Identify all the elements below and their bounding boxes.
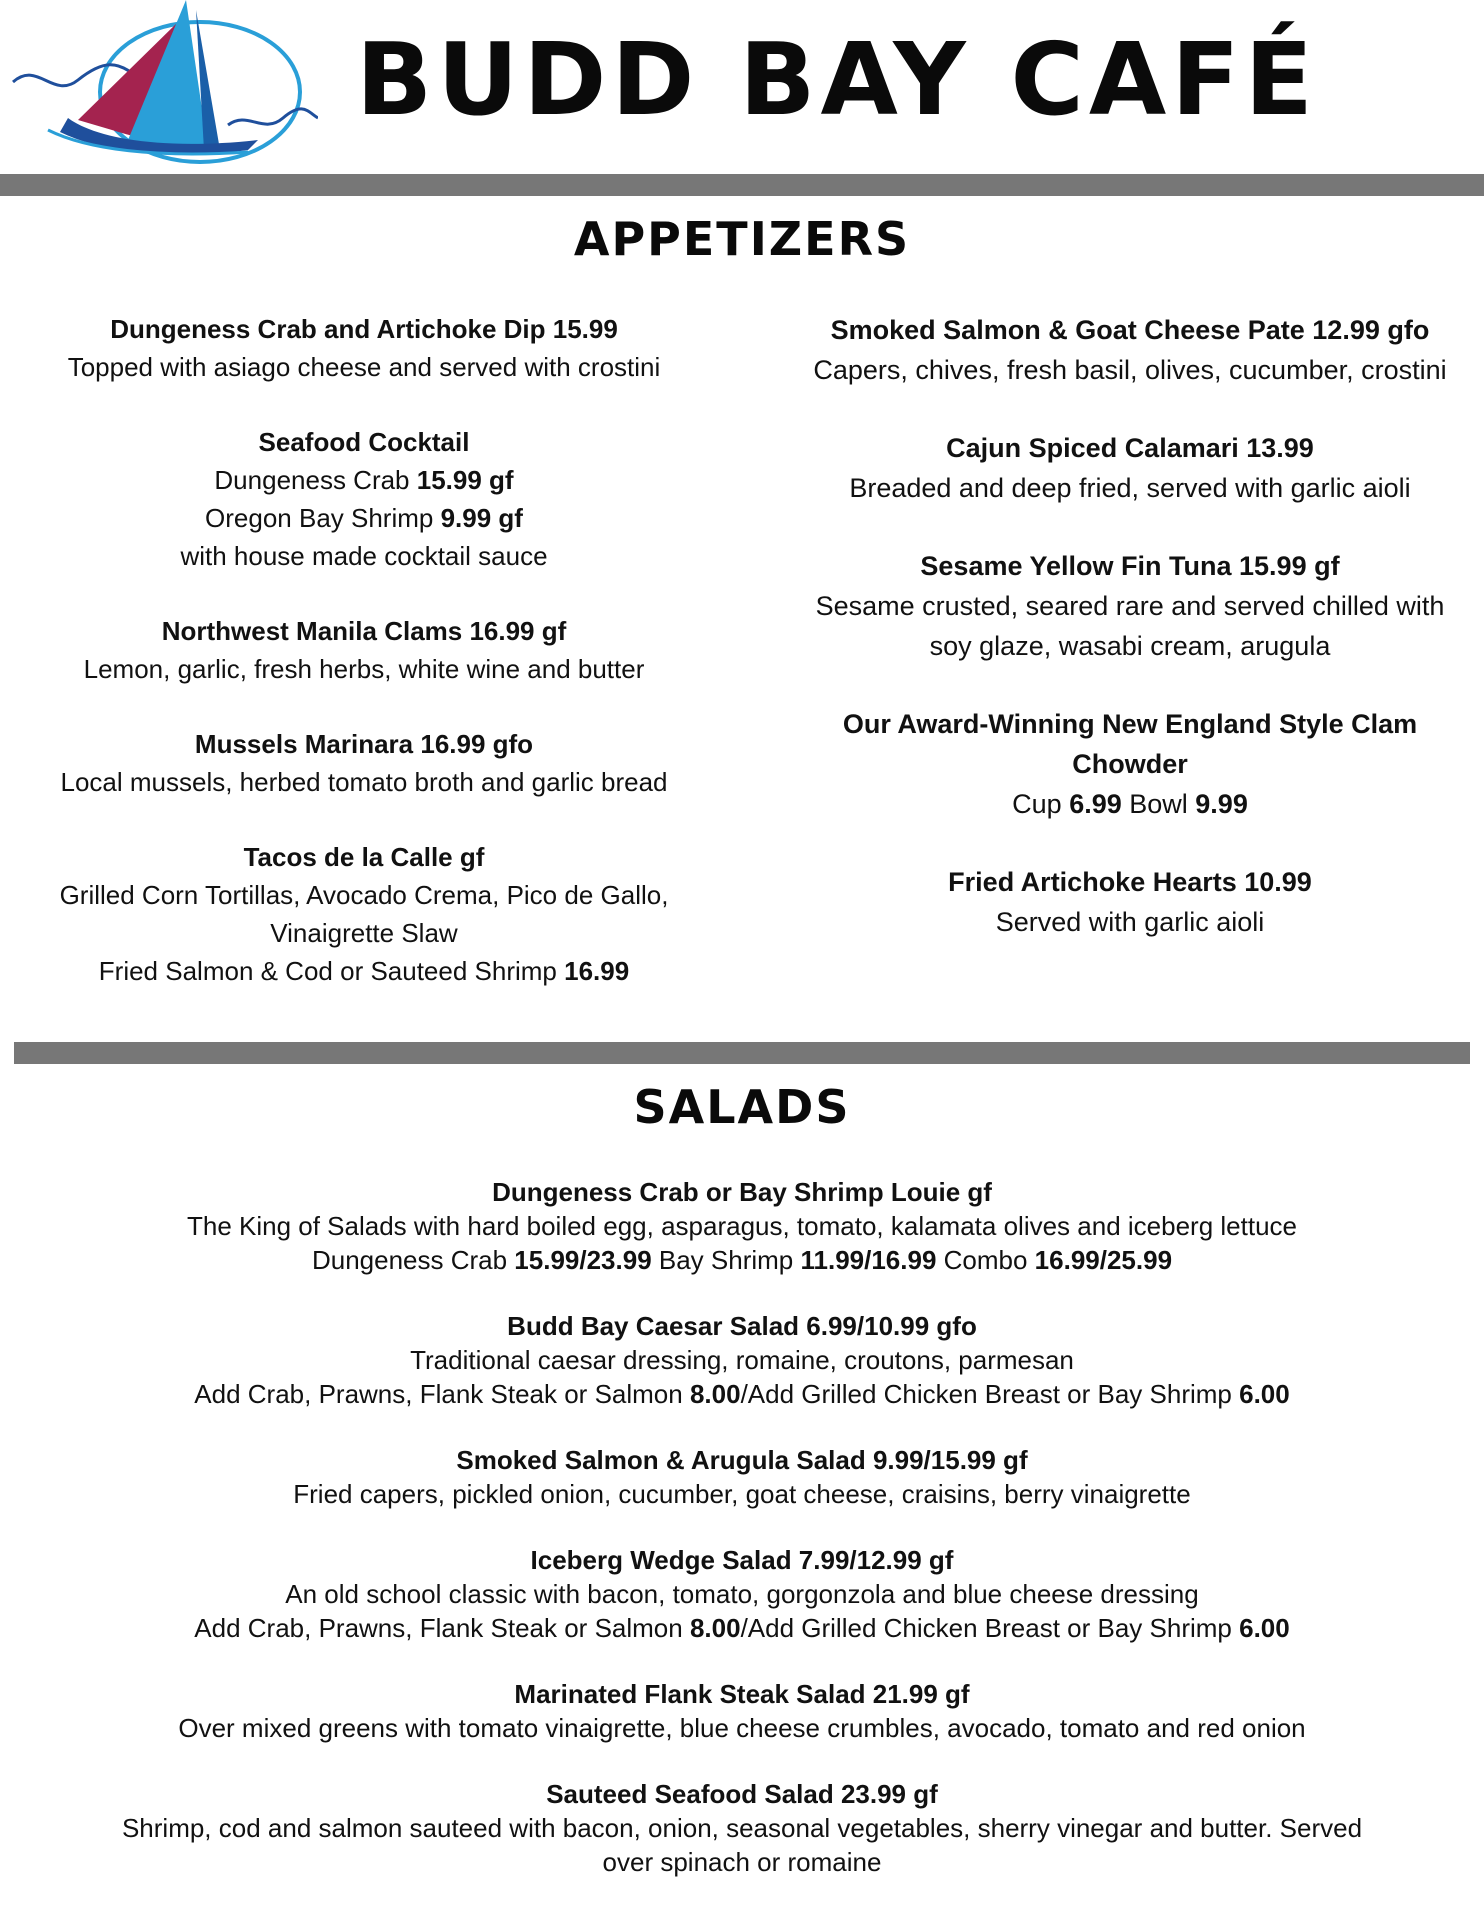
menu-item-artichoke-hearts bbox=[790, 862, 1470, 942]
menu-item-calamari bbox=[790, 428, 1470, 508]
item-name: Marinated Flank Steak Salad 21.99 gf bbox=[514, 1679, 970, 1709]
option-label: /Add Grilled Chicken Breast or Bay Shrimp bbox=[740, 1613, 1240, 1643]
item-name: Smoked Salmon & Arugula Salad 9.99/15.99 gf bbox=[456, 1445, 1028, 1475]
item-option bbox=[30, 952, 698, 990]
item-desc: Traditional caesar dressing, romaine, croutons, parmesan bbox=[410, 1345, 1074, 1375]
divider-top bbox=[0, 174, 1484, 196]
item-name: Northwest Manila Clams 16.99 gf bbox=[161, 616, 567, 646]
menu-item-salmon-pate bbox=[790, 310, 1470, 390]
menu-item-manila-clams bbox=[30, 612, 698, 688]
item-desc: Capers, chives, fresh basil, olives, cucumber, crostini bbox=[813, 355, 1447, 385]
restaurant-name: BUDD BAY CAFÉ bbox=[356, 21, 1318, 138]
item-desc: Breaded and deep fried, served with garlic aioli bbox=[849, 473, 1411, 503]
option-label: Add Crab, Prawns, Flank Steak or Salmon bbox=[194, 1613, 690, 1643]
option-price: 16.99 bbox=[564, 956, 630, 986]
item-option bbox=[40, 1611, 1444, 1645]
sailboat-logo-icon bbox=[8, 0, 318, 170]
item-option bbox=[790, 784, 1470, 824]
menu-item-caesar bbox=[40, 1309, 1444, 1411]
item-desc: Served with garlic aioli bbox=[995, 907, 1265, 937]
option-price: 6.99 bbox=[1069, 789, 1122, 819]
appetizers-title: APPETIZERS bbox=[573, 212, 911, 266]
option-label: Dungeness Crab bbox=[311, 1245, 515, 1275]
header bbox=[0, 0, 1484, 175]
item-desc: Shrimp, cod and salmon sauteed with bacon, onion, seasonal vegetables, sherry vinegar and butter. Served bbox=[121, 1813, 1363, 1843]
option-price: 8.00 bbox=[689, 1613, 741, 1643]
item-name: Cajun Spiced Calamari 13.99 bbox=[946, 433, 1314, 463]
item-desc: Fried capers, pickled onion, cucumber, goat cheese, craisins, berry vinaigrette bbox=[293, 1479, 1191, 1509]
option-price: 9.99 gf bbox=[440, 503, 523, 533]
appetizers-left-column bbox=[30, 310, 698, 1027]
item-desc: Topped with asiago cheese and served with crostini bbox=[67, 352, 661, 382]
option-price: 15.99/23.99 bbox=[514, 1245, 652, 1275]
option-price: 6.00 bbox=[1239, 1613, 1290, 1643]
option-label: Add Crab, Prawns, Flank Steak or Salmon bbox=[194, 1379, 690, 1409]
item-option bbox=[30, 499, 698, 537]
option-price: 9.99 bbox=[1195, 789, 1248, 819]
option-price: 6.00 bbox=[1239, 1379, 1290, 1409]
item-name: Budd Bay Caesar Salad 6.99/10.99 gfo bbox=[507, 1311, 977, 1341]
menu-item-mussels bbox=[30, 725, 698, 801]
appetizers-right-column bbox=[790, 310, 1470, 980]
salads-list bbox=[40, 1175, 1444, 1911]
item-name: Chowder bbox=[1072, 749, 1188, 779]
item-desc: Grilled Corn Tortillas, Avocado Crema, Pico de Gallo, bbox=[59, 880, 669, 910]
item-desc: Lemon, garlic, fresh herbs, white wine and butter bbox=[83, 654, 645, 684]
divider-middle bbox=[14, 1042, 1470, 1064]
option-label: Bowl bbox=[1121, 789, 1196, 819]
item-option bbox=[30, 461, 698, 499]
item-name: Mussels Marinara 16.99 gfo bbox=[194, 729, 534, 759]
option-label: Combo bbox=[936, 1245, 1035, 1275]
item-desc: Local mussels, herbed tomato broth and garlic bread bbox=[60, 767, 668, 797]
menu-item-salmon-arugula bbox=[40, 1443, 1444, 1511]
menu-item-seafood-salad bbox=[40, 1777, 1444, 1879]
item-desc: The King of Salads with hard boiled egg, asparagus, tomato, kalamata olives and iceberg lettuce bbox=[186, 1211, 1297, 1241]
item-name: Dungeness Crab or Bay Shrimp Louie gf bbox=[492, 1177, 992, 1207]
menu-item-louie bbox=[40, 1175, 1444, 1277]
item-desc: An old school classic with bacon, tomato, gorgonzola and blue cheese dressing bbox=[285, 1579, 1199, 1609]
option-label: Bay Shrimp bbox=[651, 1245, 801, 1275]
item-option bbox=[40, 1377, 1444, 1411]
item-name: Seafood Cocktail bbox=[258, 427, 470, 457]
menu-item-flank-steak bbox=[40, 1677, 1444, 1745]
option-price: 8.00 bbox=[689, 1379, 741, 1409]
item-desc: with house made cocktail sauce bbox=[180, 541, 548, 571]
option-label: Dungeness Crab bbox=[214, 465, 417, 495]
menu-item-crab-dip bbox=[30, 310, 698, 386]
item-name: Tacos de la Calle gf bbox=[243, 842, 485, 872]
item-name: Our Award-Winning New England Style Clam bbox=[842, 709, 1418, 739]
item-name: Sesame Yellow Fin Tuna 15.99 gf bbox=[920, 551, 1340, 581]
item-option bbox=[40, 1243, 1444, 1277]
item-name: Dungeness Crab and Artichoke Dip 15.99 bbox=[110, 314, 618, 344]
salads-title: SALADS bbox=[633, 1080, 851, 1134]
item-name: Sauteed Seafood Salad 23.99 gf bbox=[546, 1779, 938, 1809]
option-label: Cup bbox=[1012, 789, 1070, 819]
option-price: 15.99 gf bbox=[416, 465, 514, 495]
item-name: Fried Artichoke Hearts 10.99 bbox=[948, 867, 1312, 897]
item-desc: Sesame crusted, seared rare and served chilled with bbox=[815, 591, 1445, 621]
item-name: Iceberg Wedge Salad 7.99/12.99 gf bbox=[530, 1545, 954, 1575]
menu-item-iceberg-wedge bbox=[40, 1543, 1444, 1645]
menu-item-tuna bbox=[790, 546, 1470, 666]
option-label: Oregon Bay Shrimp bbox=[205, 503, 441, 533]
option-price: 16.99/25.99 bbox=[1034, 1245, 1173, 1275]
item-desc: Vinaigrette Slaw bbox=[270, 918, 458, 948]
item-desc: Over mixed greens with tomato vinaigrette, blue cheese crumbles, avocado, tomato and red onion bbox=[178, 1713, 1306, 1743]
option-label: Fried Salmon & Cod or Sauteed Shrimp bbox=[98, 956, 565, 986]
menu-item-seafood-cocktail bbox=[30, 423, 698, 575]
item-name: Smoked Salmon & Goat Cheese Pate 12.99 gfo bbox=[830, 315, 1430, 345]
option-label: /Add Grilled Chicken Breast or Bay Shrimp bbox=[740, 1379, 1240, 1409]
item-desc: soy glaze, wasabi cream, arugula bbox=[929, 631, 1331, 661]
option-price: 11.99/16.99 bbox=[800, 1245, 937, 1275]
menu-item-tacos bbox=[30, 838, 698, 990]
item-desc: over spinach or romaine bbox=[602, 1847, 882, 1877]
menu-item-clam-chowder bbox=[790, 704, 1470, 824]
